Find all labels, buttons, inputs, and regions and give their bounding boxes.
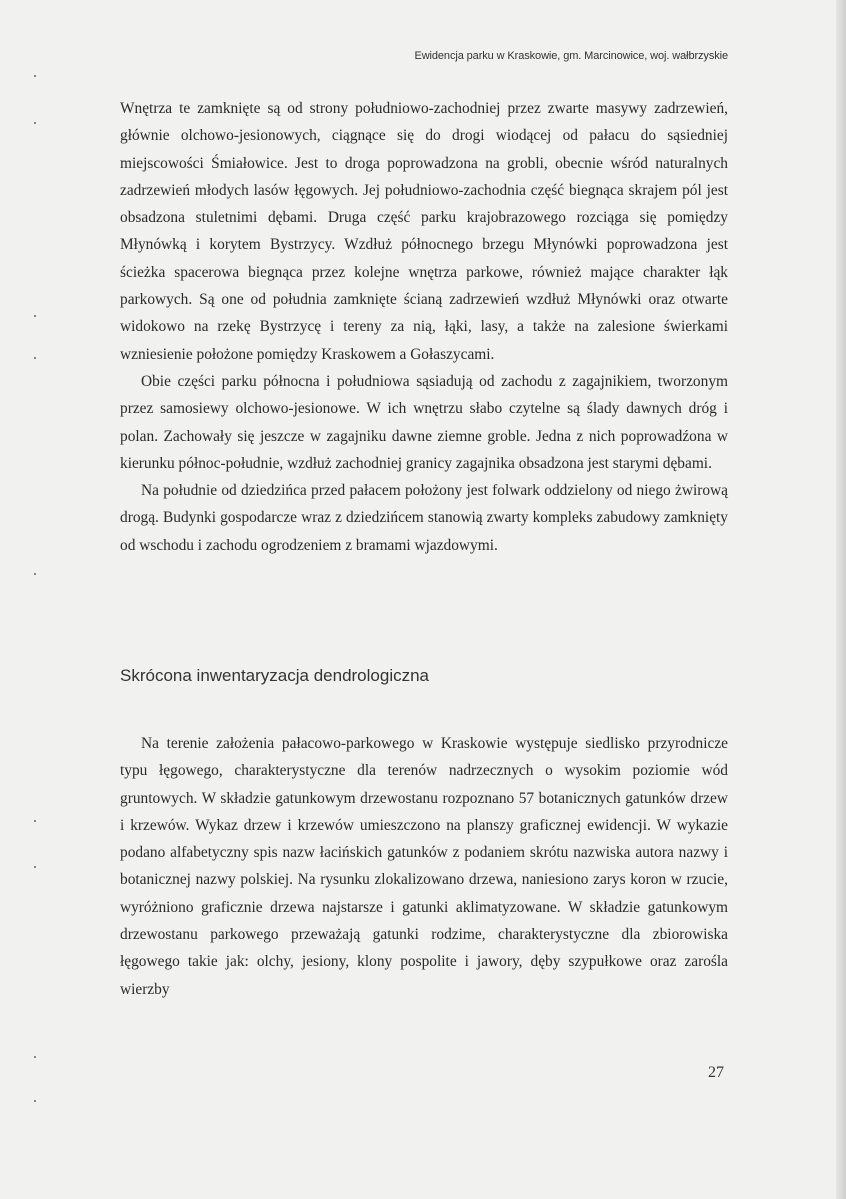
- body-text-section: [120, 730, 728, 1003]
- paragraph: Wnętrza te zamknięte są od strony południowo-zachodniej przez zwarte masywy zadrzewień, głównie olchowo-jesionowych, ciągnące się do drogi wiodącej od pałacu do sąsiedniej miejscowości Śmiałowice. Jest to droga poprowadzona na grobli, obecnie wśród naturalnych zadrzewień młodych lasów łęgowych. Jej południowo-zachodnia część biegnąca skrajem pól jest obsadzona stuletnimi dębami. Druga część parku krajobrazowego rozciąga się pomiędzy Młynówką i korytem Bystrzycy. Wzdłuż północnego brzegu Młynówki poprowadzona jest ścieżka spacerowa biegnąca przez kolejne wnętrza parkowe, również mające charakter łąk parkowych. Są one od południa zamknięte ścianą zadrzewień wzdłuż Młynówki oraz otwarte widokowo na rzekę Bystrzycę i tereny za nią, łąki, lasy, a także na zalesione świerkami wzniesienie położone pomiędzy Kraskowem a Gołaszycami.: [120, 100, 728, 363]
- scan-artifact-dot: [34, 573, 36, 575]
- scan-artifact-dot: [34, 357, 36, 359]
- body-text-top: [120, 95, 728, 559]
- scan-artifact-dot: [34, 75, 36, 77]
- scan-artifact-dot: [34, 820, 36, 822]
- scan-artifact-dot: [34, 1056, 36, 1058]
- paragraph: Obie części parku północna i południowa sąsiadują od zachodu z zagajnikiem, tworzonym przez samosiewy olchowo-jesionowe. W ich wnętrzu słabo czytelne są ślady dawnych dróg i polan. Zachowały się jeszcze w zagajniku dawne ziemne groble. Jedna z nich poprowadźona w kierunku północ-południe, wzdłuż zachodniej granicy zagajnika obsadzona jest starymi dębami.: [120, 372, 728, 472]
- page-edge-shadow: [836, 0, 846, 1199]
- page-number: 27: [708, 1064, 724, 1081]
- section-heading: Skrócona inwentaryzacja dendrologiczna: [120, 666, 430, 685]
- scan-artifact-dot: [34, 315, 36, 317]
- scan-artifact-dot: [34, 866, 36, 868]
- paragraph: Na południe od dziedzińca przed pałacem położony jest folwark oddzielony od niego żwirową drogą. Budynki gospodarcze wraz z dziedzińcem stanowią zwarty kompleks zabudowy zamknięty od wschodu i zachodu ogrodzeniem z bramami wjazdowymi.: [120, 482, 728, 554]
- scan-artifact-dot: [34, 122, 36, 124]
- scan-artifact-dot: [34, 1100, 36, 1102]
- running-header: Ewidencja parku w Kraskowie, gm. Marcinowice, woj. wałbrzyskie: [414, 50, 728, 62]
- paragraph: Na terenie założenia pałacowo-parkowego w Kraskowie występuje siedlisko przyrodnicze typu łęgowego, charakterystyczne dla terenów nadrzecznych o wysokim poziomie wód gruntowych. W składzie gatunkowym drzewostanu rozpoznano 57 botanicznych gatunków drzew i krzewów. Wykaz drzew i krzewów umieszczono na planszy graficznej ewidencji. W wykazie podano alfabetyczny spis nazw łacińskich gatunków z podaniem skrótu nazwiska autora nazwy i botanicznej nazwy polskiej. Na rysunku zlokalizowano drzewa, naniesiono zarys koron w rzucie, wyróżniono graficznie drzewa najstarsze i gatunki aklimatyzowane. W składzie gatunkowym drzewostanu parkowego przeważają gatunki rodzime, charakterystyczne dla zbiorowiska łęgowego takie jak: olchy, jesiony, klony pospolite i jawory, dęby szypułkowe oraz zarośla wierzby: [120, 735, 728, 998]
